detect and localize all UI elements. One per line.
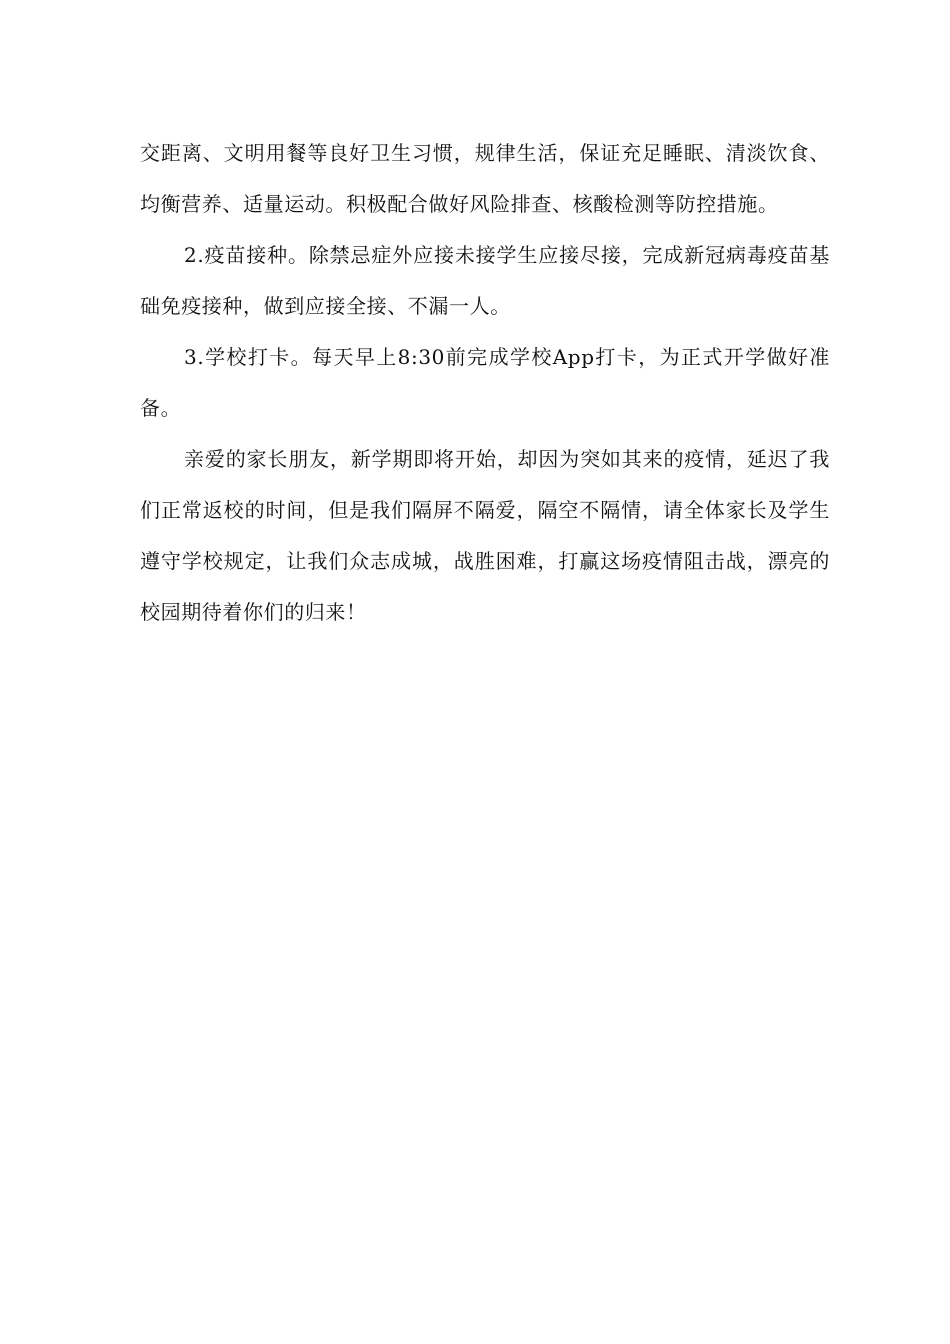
paragraph-closing-message: 亲爱的家长朋友，新学期即将开始，却因为突如其来的疫情，延迟了我们正常返校的时间，但是我们隔屏不隔爱，隔空不隔情，请全体家长及学生遵守学校规定，让我们众志成城，战胜困难，打赢这场疫情阻击战，漂亮的校园期待着你们的归来！ [140, 447, 830, 624]
paragraph-vaccination: 2.疫苗接种。除禁忌症外应接未接学生应接尽接，完成新冠病毒疫苗基础免疫接种，做到应接全接、不漏一人。 [140, 243, 830, 318]
paragraph-check-in: 3.学校打卡。每天早上8:30前完成学校App打卡，为正式开学做好准备。 [140, 345, 830, 420]
paragraph-hygiene-continued: 交距离、文明用餐等良好卫生习惯，规律生活，保证充足睡眠、清淡饮食、均衡营养、适量运动。积极配合做好风险排查、核酸检测等防控措施。 [140, 141, 830, 216]
document-body [140, 128, 830, 638]
